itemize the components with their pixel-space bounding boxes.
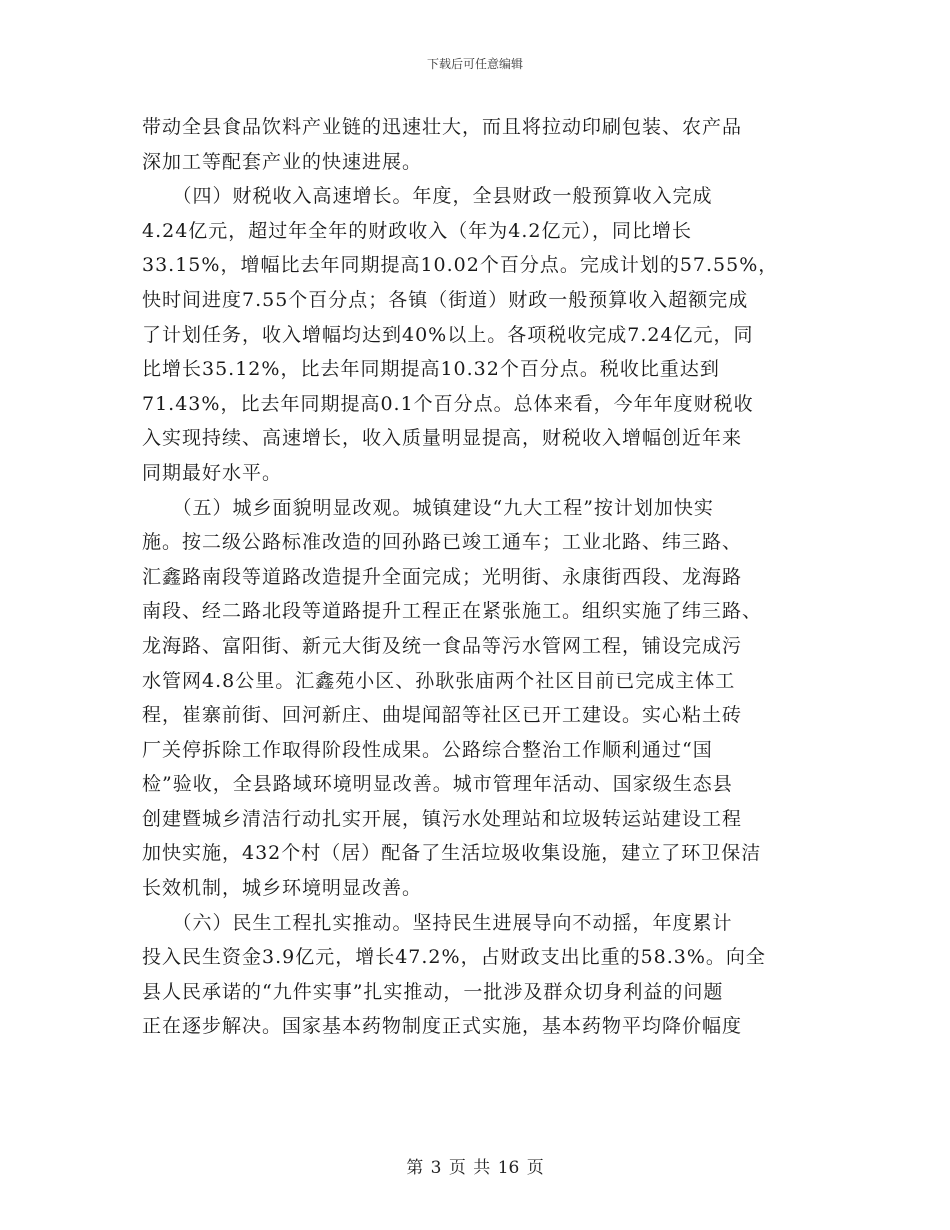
- text-line: 正在逐步解决。国家基本药物制度正式实施，基本药物平均降价幅度: [142, 1015, 743, 1038]
- page-footer: 第 3 页 共 16 页: [406, 1158, 544, 1178]
- body-text: [142, 110, 832, 1044]
- text-line: （五）城乡面貌明显改观。城镇建设“九大工程”按计划加快实: [142, 496, 714, 519]
- text-line: 同期最好水平。: [142, 461, 283, 484]
- text-line: 投入民生资金3.9亿元，增长47.2%，占财政支出比重的58.3%。向全: [142, 946, 766, 969]
- text-line: 加快实施，432个村（居）配备了生活垃圾收集设施，建立了环卫保洁: [142, 842, 762, 865]
- text-line: 南段、经二路北段等道路提升工程正在紧张施工。组织实施了纬三路、: [142, 600, 763, 623]
- text-line: 施。按二级公路标准改造的回孙路已竣工通车；工业北路、纬三路、: [142, 531, 743, 554]
- text-line: （四）财税收入高速增长。年度，全县财政一般预算收入完成: [142, 185, 713, 208]
- text-line: 长效机制，城乡环境明显改善。: [142, 877, 423, 900]
- text-line: 县人民承诺的“九件实事”扎实推动，一批涉及群众切身利益的问题: [142, 980, 724, 1003]
- text-line: 71.43%，比去年同期提高0.1个百分点。总体来看，今年年度财税收: [142, 392, 754, 415]
- text-line: 快时间进度7.55个百分点；各镇（街道）财政一般预算收入超额完成: [142, 288, 749, 311]
- page-header: 下载后可任意编辑: [426, 57, 523, 71]
- text-line: 程，崔寨前街、回河新庄、曲堤闻韶等社区已开工建设。实心粘土砖: [142, 704, 743, 727]
- text-line: 水管网4.8公里。汇鑫苑小区、孙耿张庙两个社区目前已完成主体工: [142, 669, 736, 692]
- text-line: 4.24亿元，超过年全年的财政收入（年为4.2亿元），同比增长: [142, 219, 693, 242]
- text-line: 入实现持续、高速增长，收入质量明显提高，财税收入增幅创近年来: [142, 427, 743, 450]
- text-line: 厂关停拆除工作取得阶段性成果。公路综合整治工作顺利通过“国: [142, 738, 713, 761]
- text-line: 33.15%，增幅比去年同期提高10.02个百分点。完成计划的57.55%，: [142, 254, 779, 277]
- text-line: 龙海路、富阳街、新元大街及统一食品等污水管网工程，铺设完成污: [142, 634, 743, 657]
- text-line: 创建暨城乡清洁行动扎实开展，镇污水处理站和垃圾转运站建设工程: [142, 807, 743, 830]
- text-line: 检”验收，全县路域环境明显改善。城市管理年活动、国家级生态县: [142, 773, 733, 796]
- text-line: （六）民生工程扎实推动。坚持民生进展导向不动摇，年度累计: [142, 911, 733, 934]
- text-line: 深加工等配套产业的快速进展。: [142, 150, 423, 173]
- text-line: 比增长35.12%，比去年同期提高10.32个百分点。税收比重达到: [142, 358, 720, 381]
- text-line: 汇鑫路南段等道路改造提升全面完成；光明街、永康街西段、龙海路: [142, 565, 743, 588]
- text-line: 带动全县食品饮料产业链的迅速壮大，而且将拉动印刷包装、农产品: [142, 116, 743, 138]
- text-line: 了计划任务，收入增幅均达到40%以上。各项税收完成7.24亿元，同: [142, 323, 754, 346]
